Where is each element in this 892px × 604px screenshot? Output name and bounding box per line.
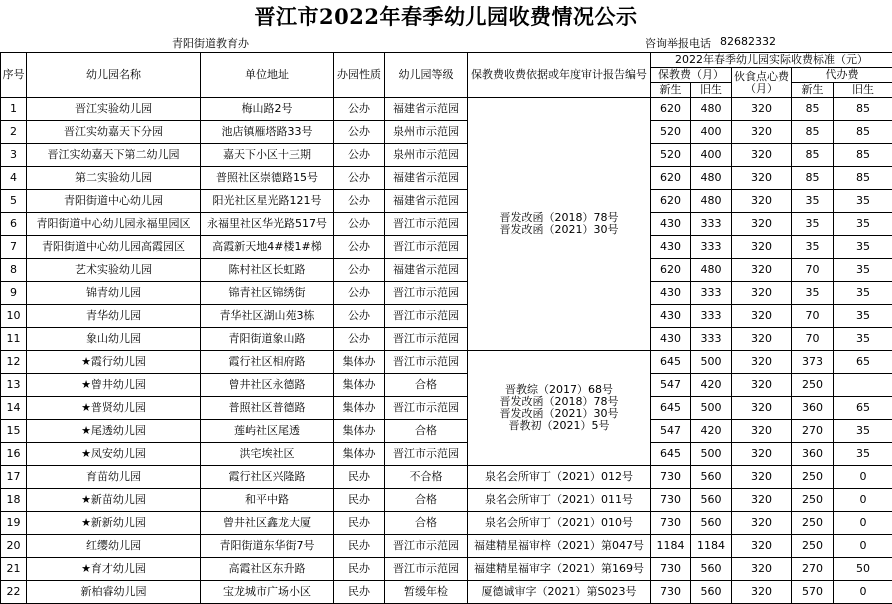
cell-grade: 合格 xyxy=(385,420,468,443)
cell-meal: 320 xyxy=(732,167,792,190)
table-row xyxy=(1,512,892,535)
cell-tuition-old: 560 xyxy=(691,466,732,489)
table-row xyxy=(1,466,892,489)
cell-grade: 晋江市示范园 xyxy=(385,213,468,236)
cell-nature: 公办 xyxy=(334,328,385,351)
cell-meal: 320 xyxy=(732,305,792,328)
table-row xyxy=(1,328,892,351)
cell-grade: 晋江市示范园 xyxy=(385,282,468,305)
header-proxy: 代办费 xyxy=(792,68,892,83)
cell-meal: 320 xyxy=(732,282,792,305)
cell-proxy-old: 35 xyxy=(834,236,892,259)
cell-meal: 320 xyxy=(732,489,792,512)
cell-tuition-new: 730 xyxy=(651,512,691,535)
cell-proxy-new: 270 xyxy=(792,420,834,443)
cell-proxy-new: 35 xyxy=(792,213,834,236)
cell-tuition-new: 520 xyxy=(651,144,691,167)
cell-tuition-old: 480 xyxy=(691,167,732,190)
cell-name: 新柏睿幼儿园 xyxy=(27,581,201,604)
cell-proxy-new: 250 xyxy=(792,374,834,397)
table-row xyxy=(1,282,892,305)
cell-proxy-old: 35 xyxy=(834,190,892,213)
cell-address: 阳光社区星光路121号 xyxy=(201,190,334,213)
cell-nature: 公办 xyxy=(334,305,385,328)
cell-proxy-new: 85 xyxy=(792,121,834,144)
cell-name: ★普贤幼儿园 xyxy=(27,397,201,420)
cell-tuition-old: 480 xyxy=(691,190,732,213)
basis-line: 晋发改函（2018）78号 xyxy=(468,396,650,408)
hotline-number: 82682332 xyxy=(720,35,776,48)
cell-tuition-new: 645 xyxy=(651,397,691,420)
cell-proxy-old: 0 xyxy=(834,581,892,604)
cell-seq: 13 xyxy=(1,374,27,397)
cell-seq: 5 xyxy=(1,190,27,213)
cell-address: 和平中路 xyxy=(201,489,334,512)
cell-tuition-new: 547 xyxy=(651,420,691,443)
cell-nature: 公办 xyxy=(334,236,385,259)
cell-tuition-old: 560 xyxy=(691,558,732,581)
cell-address: 青阳街道东华街7号 xyxy=(201,535,334,558)
cell-grade: 晋江市示范园 xyxy=(385,328,468,351)
table-row xyxy=(1,397,892,420)
cell-meal: 320 xyxy=(732,190,792,213)
cell-tuition-new: 620 xyxy=(651,98,691,121)
cell-proxy-old xyxy=(834,374,892,397)
cell-basis: 泉名会所审丁（2021）010号 xyxy=(468,512,651,535)
cell-name: 青阳街道中心幼儿园 xyxy=(27,190,201,213)
table-row xyxy=(1,535,892,558)
cell-tuition-old: 560 xyxy=(691,512,732,535)
cell-tuition-old: 480 xyxy=(691,259,732,282)
cell-nature: 公办 xyxy=(334,98,385,121)
cell-proxy-new: 270 xyxy=(792,558,834,581)
cell-seq: 12 xyxy=(1,351,27,374)
cell-nature: 民办 xyxy=(334,581,385,604)
cell-proxy-old: 65 xyxy=(834,397,892,420)
cell-tuition-old: 400 xyxy=(691,121,732,144)
table-row xyxy=(1,443,892,466)
cell-nature: 民办 xyxy=(334,535,385,558)
cell-seq: 18 xyxy=(1,489,27,512)
cell-name: 晋江实验幼儿园 xyxy=(27,98,201,121)
cell-tuition-old: 333 xyxy=(691,328,732,351)
cell-name: ★育才幼儿园 xyxy=(27,558,201,581)
cell-meal: 320 xyxy=(732,236,792,259)
cell-proxy-new: 35 xyxy=(792,236,834,259)
cell-name: 锦青幼儿园 xyxy=(27,282,201,305)
header-fee-title: 2022年春季幼儿园实际收费标准（元） xyxy=(651,53,892,68)
cell-basis: 福建精星福审字（2021）第169号 xyxy=(468,558,651,581)
cell-grade: 泉州市示范园 xyxy=(385,144,468,167)
cell-tuition-old: 333 xyxy=(691,282,732,305)
cell-proxy-old: 35 xyxy=(834,328,892,351)
cell-address: 永福里社区华光路517号 xyxy=(201,213,334,236)
cell-proxy-old: 35 xyxy=(834,213,892,236)
cell-name: 青阳街道中心幼儿园高霞园区 xyxy=(27,236,201,259)
cell-meal: 320 xyxy=(732,466,792,489)
cell-basis: 厦德诚审字（2021）第S023号 xyxy=(468,581,651,604)
cell-seq: 8 xyxy=(1,259,27,282)
cell-nature: 公办 xyxy=(334,121,385,144)
cell-nature: 公办 xyxy=(334,167,385,190)
cell-proxy-new: 85 xyxy=(792,167,834,190)
cell-tuition-old: 500 xyxy=(691,397,732,420)
header-seq: 序号 xyxy=(1,53,27,98)
cell-nature: 民办 xyxy=(334,466,385,489)
cell-grade: 泉州市示范园 xyxy=(385,121,468,144)
cell-meal: 320 xyxy=(732,581,792,604)
table-row xyxy=(1,121,892,144)
cell-tuition-old: 400 xyxy=(691,144,732,167)
cell-seq: 3 xyxy=(1,144,27,167)
cell-proxy-new: 85 xyxy=(792,144,834,167)
cell-seq: 21 xyxy=(1,558,27,581)
cell-name: 艺术实验幼儿园 xyxy=(27,259,201,282)
cell-nature: 公办 xyxy=(334,190,385,213)
cell-name: ★霞行幼儿园 xyxy=(27,351,201,374)
cell-proxy-new: 70 xyxy=(792,305,834,328)
cell-proxy-old: 65 xyxy=(834,351,892,374)
cell-grade: 晋江市示范园 xyxy=(385,236,468,259)
cell-seq: 19 xyxy=(1,512,27,535)
cell-address: 锦青社区锦绣街 xyxy=(201,282,334,305)
cell-tuition-new: 730 xyxy=(651,466,691,489)
cell-nature: 集体办 xyxy=(334,420,385,443)
cell-nature: 集体办 xyxy=(334,351,385,374)
cell-proxy-old: 0 xyxy=(834,489,892,512)
header-basis: 保教费收费依据或年度审计报告编号 xyxy=(468,53,651,98)
cell-tuition-new: 520 xyxy=(651,121,691,144)
cell-proxy-old: 0 xyxy=(834,535,892,558)
cell-proxy-old: 85 xyxy=(834,144,892,167)
cell-proxy-new: 70 xyxy=(792,259,834,282)
cell-tuition-new: 620 xyxy=(651,190,691,213)
basis-line: 晋教综（2017）68号 xyxy=(468,384,650,396)
cell-proxy-new: 250 xyxy=(792,489,834,512)
cell-address: 霞行社区兴隆路 xyxy=(201,466,334,489)
cell-basis-group xyxy=(468,98,651,351)
cell-address: 洪宅埃社区 xyxy=(201,443,334,466)
cell-tuition-new: 430 xyxy=(651,213,691,236)
cell-seq: 9 xyxy=(1,282,27,305)
cell-grade: 福建省示范园 xyxy=(385,190,468,213)
cell-tuition-new: 1184 xyxy=(651,535,691,558)
cell-proxy-old: 35 xyxy=(834,443,892,466)
cell-proxy-old: 35 xyxy=(834,259,892,282)
cell-name: ★曾井幼儿园 xyxy=(27,374,201,397)
table-row xyxy=(1,374,892,397)
cell-address: 池店镇雁塔路33号 xyxy=(201,121,334,144)
cell-meal: 320 xyxy=(732,443,792,466)
cell-tuition-old: 1184 xyxy=(691,535,732,558)
cell-tuition-new: 730 xyxy=(651,489,691,512)
cell-address: 青华社区湖山苑3栋 xyxy=(201,305,334,328)
cell-tuition-new: 620 xyxy=(651,259,691,282)
cell-nature: 集体办 xyxy=(334,374,385,397)
header-address: 单位地址 xyxy=(201,53,334,98)
cell-proxy-new: 373 xyxy=(792,351,834,374)
cell-name: 晋江实幼嘉天下第二幼儿园 xyxy=(27,144,201,167)
cell-seq: 22 xyxy=(1,581,27,604)
cell-address: 高霞社区东升路 xyxy=(201,558,334,581)
cell-proxy-new: 250 xyxy=(792,535,834,558)
cell-tuition-old: 500 xyxy=(691,443,732,466)
cell-address: 陈村社区长虹路 xyxy=(201,259,334,282)
cell-tuition-old: 560 xyxy=(691,489,732,512)
cell-seq: 15 xyxy=(1,420,27,443)
cell-nature: 公办 xyxy=(334,144,385,167)
cell-nature: 公办 xyxy=(334,259,385,282)
cell-nature: 集体办 xyxy=(334,397,385,420)
cell-seq: 11 xyxy=(1,328,27,351)
cell-tuition-old: 333 xyxy=(691,213,732,236)
cell-address: 嘉天下小区十三期 xyxy=(201,144,334,167)
cell-proxy-new: 250 xyxy=(792,512,834,535)
cell-name: 育苗幼儿园 xyxy=(27,466,201,489)
cell-proxy-new: 70 xyxy=(792,328,834,351)
cell-name: ★新新幼儿园 xyxy=(27,512,201,535)
cell-basis: 泉名会所审丁（2021）011号 xyxy=(468,489,651,512)
cell-grade: 福建省示范园 xyxy=(385,259,468,282)
cell-seq: 4 xyxy=(1,167,27,190)
cell-grade: 福建省示范园 xyxy=(385,98,468,121)
table-row xyxy=(1,351,892,374)
org-name: 青阳街道教育办 xyxy=(172,35,249,51)
basis-line: 晋发改函（2021）30号 xyxy=(468,408,650,420)
subheader xyxy=(0,33,892,51)
cell-proxy-old: 85 xyxy=(834,98,892,121)
cell-meal: 320 xyxy=(732,98,792,121)
cell-meal: 320 xyxy=(732,351,792,374)
table-row xyxy=(1,305,892,328)
cell-address: 霞行社区相府路 xyxy=(201,351,334,374)
cell-proxy-old: 35 xyxy=(834,305,892,328)
cell-tuition-old: 333 xyxy=(691,236,732,259)
cell-seq: 10 xyxy=(1,305,27,328)
cell-tuition-new: 547 xyxy=(651,374,691,397)
basis-line: 晋发改函（2021）30号 xyxy=(468,224,650,236)
cell-grade: 福建省示范园 xyxy=(385,167,468,190)
table-row xyxy=(1,420,892,443)
hotline-label: 咨询举报电话 xyxy=(645,35,711,51)
cell-grade: 晋江市示范园 xyxy=(385,558,468,581)
cell-grade: 不合格 xyxy=(385,466,468,489)
header-meal: 伙食点心费（月） xyxy=(732,68,792,98)
cell-seq: 1 xyxy=(1,98,27,121)
cell-meal: 320 xyxy=(732,144,792,167)
cell-seq: 20 xyxy=(1,535,27,558)
cell-address: 曾井社区鑫龙大厦 xyxy=(201,512,334,535)
cell-basis: 福建精星福审梓（2021）第047号 xyxy=(468,535,651,558)
cell-address: 普照社区普德路 xyxy=(201,397,334,420)
cell-meal: 320 xyxy=(732,259,792,282)
cell-tuition-new: 430 xyxy=(651,305,691,328)
cell-address: 普照社区崇德路15号 xyxy=(201,167,334,190)
cell-grade: 合格 xyxy=(385,489,468,512)
cell-tuition-new: 430 xyxy=(651,282,691,305)
cell-tuition-new: 645 xyxy=(651,443,691,466)
cell-grade: 暂缓年检 xyxy=(385,581,468,604)
cell-proxy-old: 0 xyxy=(834,466,892,489)
cell-nature: 民办 xyxy=(334,489,385,512)
cell-proxy-old: 85 xyxy=(834,167,892,190)
cell-seq: 7 xyxy=(1,236,27,259)
table-row xyxy=(1,167,892,190)
cell-tuition-old: 500 xyxy=(691,351,732,374)
cell-seq: 16 xyxy=(1,443,27,466)
cell-tuition-old: 420 xyxy=(691,420,732,443)
basis-line: 晋发改函（2018）78号 xyxy=(468,212,650,224)
cell-nature: 民办 xyxy=(334,558,385,581)
cell-meal: 320 xyxy=(732,420,792,443)
header-name: 幼儿园名称 xyxy=(27,53,201,98)
cell-proxy-new: 360 xyxy=(792,443,834,466)
cell-basis: 泉名会所审丁（2021）012号 xyxy=(468,466,651,489)
header-tuition-old: 旧生 xyxy=(691,83,732,98)
cell-tuition-new: 620 xyxy=(651,167,691,190)
cell-address: 梅山路2号 xyxy=(201,98,334,121)
cell-nature: 集体办 xyxy=(334,443,385,466)
cell-meal: 320 xyxy=(732,397,792,420)
header-tuition-new: 新生 xyxy=(651,83,691,98)
header-grade: 幼儿园等级 xyxy=(385,53,468,98)
cell-name: ★凤安幼儿园 xyxy=(27,443,201,466)
cell-tuition-old: 333 xyxy=(691,305,732,328)
fee-table xyxy=(0,52,892,604)
cell-name: 青华幼儿园 xyxy=(27,305,201,328)
cell-grade: 晋江市示范园 xyxy=(385,305,468,328)
cell-proxy-old: 35 xyxy=(834,282,892,305)
cell-nature: 公办 xyxy=(334,282,385,305)
cell-seq: 14 xyxy=(1,397,27,420)
cell-proxy-new: 35 xyxy=(792,282,834,305)
cell-address: 莲屿社区尾透 xyxy=(201,420,334,443)
cell-address: 青阳街道象山路 xyxy=(201,328,334,351)
cell-meal: 320 xyxy=(732,535,792,558)
cell-tuition-old: 420 xyxy=(691,374,732,397)
cell-proxy-new: 85 xyxy=(792,98,834,121)
cell-tuition-old: 560 xyxy=(691,581,732,604)
table-row xyxy=(1,98,892,121)
cell-grade: 晋江市示范园 xyxy=(385,351,468,374)
cell-tuition-new: 730 xyxy=(651,558,691,581)
table-row xyxy=(1,190,892,213)
cell-tuition-new: 430 xyxy=(651,236,691,259)
cell-address: 宝龙城市广场小区 xyxy=(201,581,334,604)
cell-name: ★新苗幼儿园 xyxy=(27,489,201,512)
cell-seq: 2 xyxy=(1,121,27,144)
cell-grade: 晋江市示范园 xyxy=(385,535,468,558)
cell-name: 青阳街道中心幼儿园永福里园区 xyxy=(27,213,201,236)
cell-meal: 320 xyxy=(732,328,792,351)
table-row xyxy=(1,144,892,167)
cell-tuition-old: 480 xyxy=(691,98,732,121)
cell-name: ★尾透幼儿园 xyxy=(27,420,201,443)
cell-meal: 320 xyxy=(732,512,792,535)
table-row xyxy=(1,558,892,581)
cell-name: 第二实验幼儿园 xyxy=(27,167,201,190)
table-row xyxy=(1,259,892,282)
cell-seq: 17 xyxy=(1,466,27,489)
cell-meal: 320 xyxy=(732,121,792,144)
cell-grade: 合格 xyxy=(385,374,468,397)
table-row xyxy=(1,581,892,604)
cell-proxy-old: 85 xyxy=(834,121,892,144)
cell-proxy-new: 35 xyxy=(792,190,834,213)
cell-basis-group xyxy=(468,351,651,466)
cell-name: 晋江实幼嘉天下分园 xyxy=(27,121,201,144)
cell-proxy-new: 570 xyxy=(792,581,834,604)
header-proxy-new: 新生 xyxy=(792,83,834,98)
cell-address: 高霞新天地4#楼1#梯 xyxy=(201,236,334,259)
cell-proxy-old: 50 xyxy=(834,558,892,581)
cell-name: 象山幼儿园 xyxy=(27,328,201,351)
cell-meal: 320 xyxy=(732,374,792,397)
cell-tuition-new: 645 xyxy=(651,351,691,374)
cell-proxy-new: 360 xyxy=(792,397,834,420)
cell-proxy-old: 35 xyxy=(834,420,892,443)
table-row xyxy=(1,213,892,236)
cell-grade: 晋江市示范园 xyxy=(385,397,468,420)
cell-meal: 320 xyxy=(732,213,792,236)
cell-tuition-new: 730 xyxy=(651,581,691,604)
cell-seq: 6 xyxy=(1,213,27,236)
cell-tuition-new: 430 xyxy=(651,328,691,351)
page-title: 晋江市2022年春季幼儿园收费情况公示 xyxy=(0,0,892,32)
cell-meal: 320 xyxy=(732,558,792,581)
cell-grade: 晋江市示范园 xyxy=(385,443,468,466)
cell-nature: 民办 xyxy=(334,512,385,535)
cell-address: 曾井社区永德路 xyxy=(201,374,334,397)
basis-line: 晋教初（2021）5号 xyxy=(468,420,650,432)
cell-nature: 公办 xyxy=(334,213,385,236)
header-tuition: 保教费（月） xyxy=(651,68,732,83)
table-row xyxy=(1,236,892,259)
cell-name: 红缨幼儿园 xyxy=(27,535,201,558)
header-nature: 办园性质 xyxy=(334,53,385,98)
header-proxy-old: 旧生 xyxy=(834,83,892,98)
cell-proxy-old: 0 xyxy=(834,512,892,535)
cell-proxy-new: 250 xyxy=(792,466,834,489)
cell-grade: 合格 xyxy=(385,512,468,535)
table-row xyxy=(1,489,892,512)
